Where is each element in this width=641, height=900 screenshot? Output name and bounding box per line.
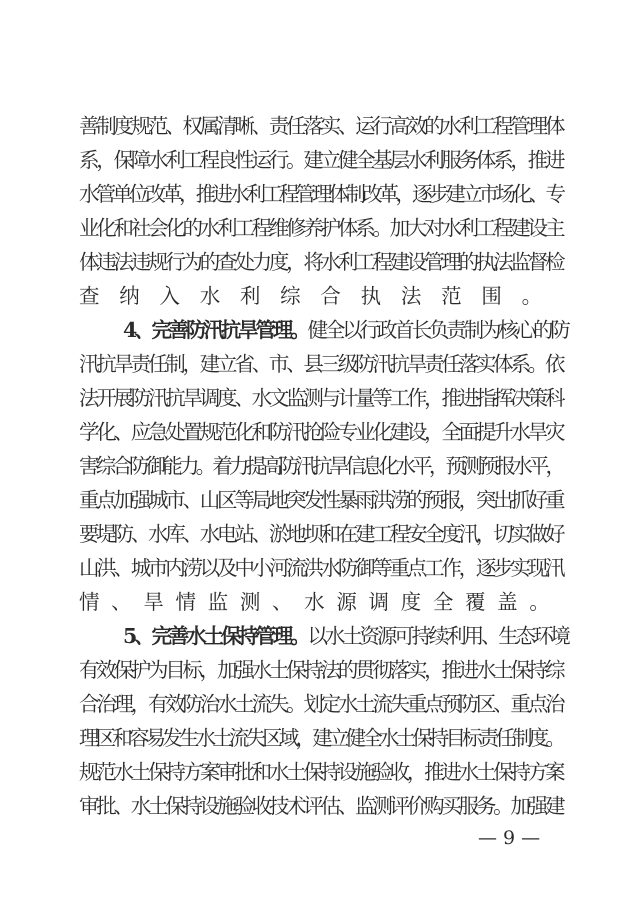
paragraph2-heading: 4、完善防汛抗旱管理。	[123, 318, 308, 342]
paragraph2-line-5: 害综合防御能力。着力提高防汛抗旱信息化水平，预测预报水平，	[79, 454, 563, 478]
page-number: — 9 —	[478, 827, 541, 849]
paragraph2-line-4: 学化、应急处置规范化和防汛抢险专业化建设，全面提升水旱灾	[79, 420, 563, 444]
paragraph2-first-line	[123, 316, 568, 344]
paragraph1-line-5: 体违法违规行为的查处力度，将水利工程建设管理的执法监督检	[79, 250, 563, 274]
paragraph3-heading: 5、完善水土保持管理。	[123, 624, 308, 648]
paragraph3-line-4: 理区和容易发生水土流失区域，建立健全水土保持目标责任制度。	[79, 726, 563, 750]
paragraph2-line-2: 汛抗旱责任制，建立省、市、县三级防汛抗旱责任落实体系。依	[79, 352, 563, 376]
paragraph3-line-6: 审批、水土保持设施验收技术评估、监测评价购买服务。加强建	[79, 794, 563, 818]
paragraph3-line-5: 规范水土保持方案审批和水土保持设施验收，推进水土保持方案	[79, 760, 563, 784]
paragraph2-line-7: 要堤防、水库、水电站、淤地坝和在建工程安全度汛，切实做好	[79, 522, 563, 546]
paragraph1-line-4: 业化和社会化的水利工程维修养护体系。加大对水利工程建设主	[79, 216, 563, 240]
paragraph2-line-9: 情、旱情监测、水源调度全覆盖。	[79, 590, 562, 614]
paragraph3-first-line	[123, 622, 568, 650]
paragraph1-line-6: 查纳入水利综合执法范围。	[79, 284, 562, 308]
paragraph2-line-6: 重点加强城市、山区等局地突发性暴雨洪涝的预报，突出抓好重	[79, 488, 563, 512]
paragraph2-line-8: 山洪、城市内涝以及中小河流洪水防御等重点工作，逐步实现汛	[79, 556, 563, 580]
paragraph3-first-line-text: 以水土资源可持续利用、生态环境	[307, 624, 568, 648]
paragraph1-line-1: 善制度规范、权属清晰、责任落实、运行高效的水利工程管理体	[79, 114, 563, 138]
paragraph1-line-3: 水管单位改革，推进水利工程管理体制改革，逐步建立市场化、专	[79, 182, 563, 206]
paragraph3-line-2: 有效保护为目标，加强水土保持法的贯彻落实，推进水土保持综	[79, 658, 563, 682]
paragraph2-line-3: 法开展防汛抗旱调度、水文监测与计量等工作，推进指挥决策科	[79, 386, 563, 410]
paragraph1-line-2: 系，保障水利工程良性运行。建立健全基层水利服务体系，推进	[79, 148, 563, 172]
paragraph2-first-line-text: 健全以行政首长负责制为核心的防	[307, 318, 568, 342]
paragraph3-line-3: 合治理，有效防治水土流失。划定水土流失重点预防区、重点治	[79, 692, 563, 716]
